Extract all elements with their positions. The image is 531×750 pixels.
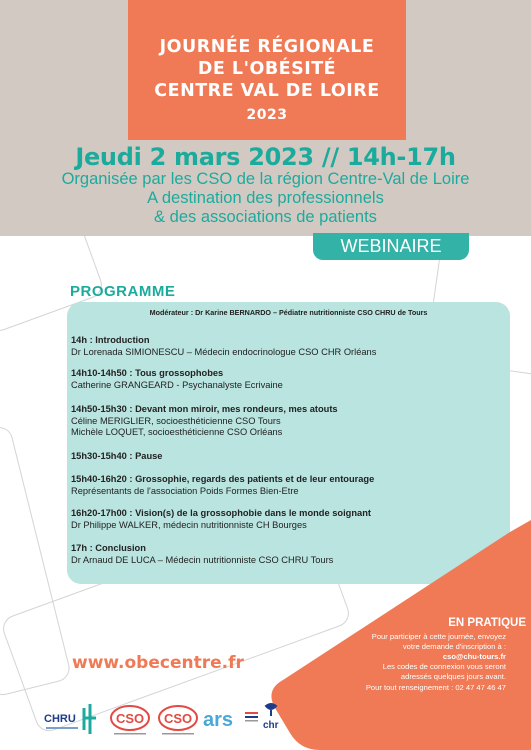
programme-item-heading: 17h : Conclusion [71,543,146,553]
title-line-3: CENTRE VAL DE LOIRE [154,81,380,101]
pratique-line-2: votre demande d'inscription à : [402,642,506,651]
programme-item-speaker: Michèle LOQUET, socioesthéticienne CSO Orléans [71,427,283,437]
event-date: Jeudi 2 mars 2023 // 14h-17h [75,143,456,171]
pratique-title: EN PRATIQUE [448,617,526,629]
chr-logo [260,700,282,740]
programme-item-speaker: Dr Arnaud DE LUCA – Médecin nutritionniste CSO CHRU Tours [71,554,334,565]
svg-text:CHRU: CHRU [44,713,76,725]
title-line-1: JOURNÉE RÉGIONALE [159,37,375,57]
pratique-email[interactable]: cso@chu-tours.fr [442,652,506,661]
pratique-line-1: Pour participer à cette journée, envoyez [371,632,506,641]
programme-item-heading: 16h20-17h00 : Vision(s) de la grossophobie dans le monde soignant [71,508,371,518]
webinaire-badge: WEBINAIRE [313,233,469,260]
programme-item-speaker: Dr Lorenada SIMIONESCU – Médecin endocrinologue CSO CHR Orléans [71,346,377,357]
pratique-line-5: adressés quelques jours avant. [400,672,506,681]
organizer-line: Organisée par les CSO de la région Centre-Val de Loire [61,170,470,188]
programme-item-heading: 15h40-16h20 : Grossophie, regards des patients et de leur entourage [71,474,375,484]
svg-text:ars: ars [203,709,234,731]
audience-line-1: A destination des professionnels [147,189,384,207]
programme-item-heading: 15h30-15h40 : Pause [71,451,163,461]
svg-text:chr: chr [263,720,279,731]
website-link[interactable]: www.obecentre.fr [72,653,244,673]
chru-logo [44,700,102,740]
pratique-line-6: Pour tout renseignement : 02 47 47 46 47 [365,683,506,692]
cso-logo-2 [156,700,200,740]
ars-logo [202,700,242,740]
moderator-line: Modérateur : Dr Karine BERNARDO – Pédiatre nutritionniste CSO CHRU de Tours [149,308,428,317]
programme-item-heading: 14h : Introduction [71,335,150,345]
programme-item-heading: 14h50-15h30 : Devant mon miroir, mes rondeurs, mes atouts [71,404,338,414]
svg-text:CSO: CSO [164,711,193,726]
programme-item-speaker: Céline MERIGLIER, socioesthéticienne CSO Tours [71,415,281,426]
pratique-line-4: Les codes de connexion vous seront [382,662,506,671]
programme-item-heading: 14h10-14h50 : Tous grossophobes [71,368,224,378]
programme-item-speaker: Catherine GRANGEARD - Psychanalyste Ecrivaine [71,379,283,390]
audience-line-2: & des associations de patients [154,208,377,226]
cso-logo-1 [108,700,152,740]
svg-text:CSO: CSO [116,711,145,726]
title-line-4: 2023 [246,107,288,123]
programme-item-speaker: Représentants de l'association Poids Formes Bien-Etre [71,485,299,496]
region-logo [244,700,260,740]
title-line-2: DE L'OBÉSITÉ [197,59,337,79]
programme-item-speaker: Dr Philippe WALKER, médecin nutritionniste CH Bourges [71,519,307,530]
programme-title: PROGRAMME [70,283,176,300]
